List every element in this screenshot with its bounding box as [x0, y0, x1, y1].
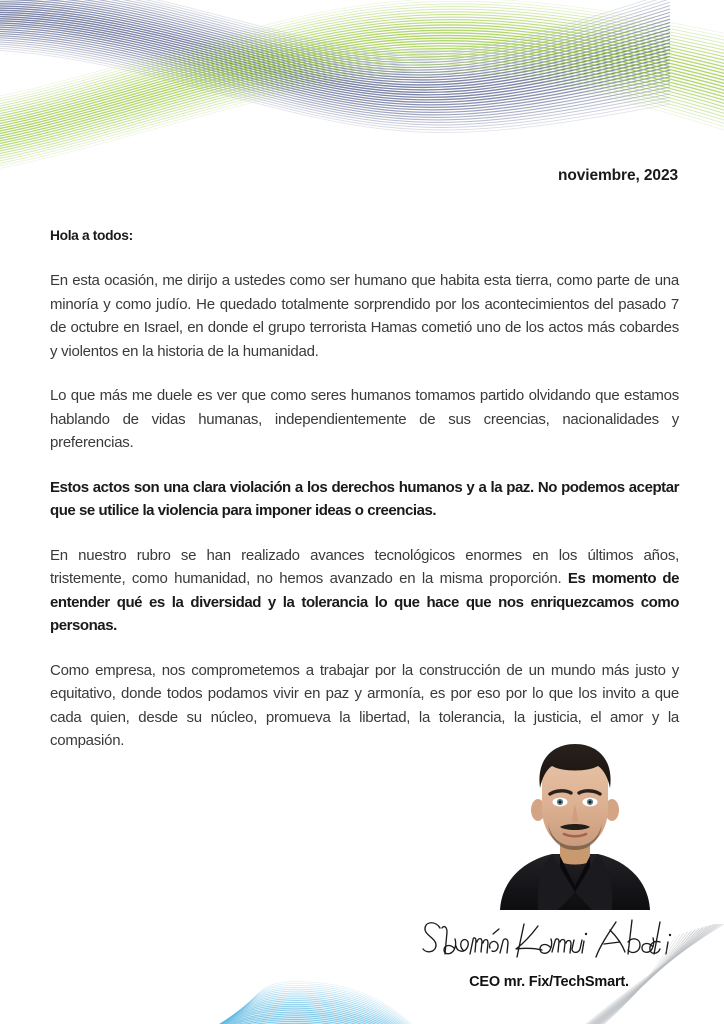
bottom-left-wave-decoration [0, 920, 460, 1024]
letter-date: noviembre, 2023 [558, 167, 678, 184]
handwritten-signature [420, 912, 678, 970]
salutation: Hola a todos: [50, 228, 133, 243]
paragraph-4-regular-part: En nuestro rubro se han realizado avances tecnológicos enormes en los últimos años, tristemente, como humanidad, no hemos avanzado en la misma proporción. [50, 546, 679, 587]
paragraph-5: Como empresa, nos comprometemos a trabajar por la construcción de un mundo más justo y equitativo, donde todos podamos vivir en paz y armonía, es por eso por lo que los invito a que cada quien, desde su núcleo, promueva la libertad, la tolerancia, la justicia, el amor y la compasión. [50, 661, 679, 749]
paragraph-4-bold-part: Es momento de entender qué es la diversidad y la tolerancia lo que hace que nos enriquezcamos como personas. [50, 570, 680, 634]
signature-name-text [549, 970, 550, 971]
letter-body [50, 228, 679, 753]
job-title: CEO mr. Fix/TechSmart. [469, 974, 629, 990]
paragraph-1: En esta ocasión, me dirijo a ustedes como ser humano que habita esta tierra, como parte de una minoría y como judío. He quedado totalmente sorprendido por los acontecimientos del pasado 7 de octubre en Israel, en donde el grupo terrorista Hamas cometió uno de los actos más cobardes y violentos en la historia de la humanidad. [50, 272, 679, 360]
paragraph-3-highlight: Estos actos son una clara violación a los derechos humanos y a la paz. No podemos aceptar que se utilice la violencia para imponer ideas o creencias. [50, 478, 679, 519]
portrait-illustration [486, 736, 664, 910]
ceo-portrait-photo [486, 736, 664, 910]
signature-block [404, 912, 694, 990]
paragraph-4 [50, 544, 679, 638]
paragraph-2: Lo que más me duele es ver que como seres humanos tomamos partido olvidando que estamos hablando de vidas humanas, independientemente de sus creencias, nacionalidades y preferencias. [50, 387, 679, 451]
top-wave-decoration [0, 0, 724, 182]
